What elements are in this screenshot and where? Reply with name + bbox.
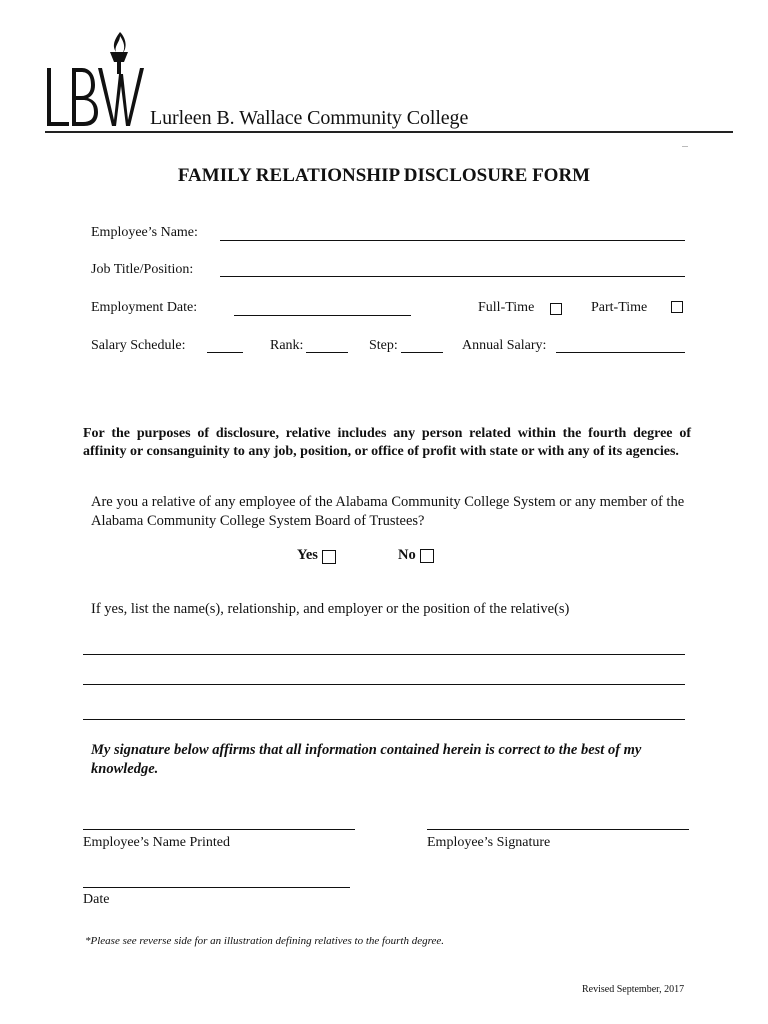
part-time-checkbox[interactable] — [671, 301, 683, 313]
employment-date-field[interactable] — [234, 315, 411, 316]
annual-salary-field[interactable] — [556, 352, 685, 353]
form-title: FAMILY RELATIONSHIP DISCLOSURE FORM — [177, 165, 591, 186]
full-time-checkbox[interactable] — [550, 303, 562, 315]
rank-field[interactable] — [306, 352, 348, 353]
annual-salary-label: Annual Salary: — [462, 338, 547, 353]
signature-affirmation: My signature below affirms that all information contained herein is correct to the best of my knowledge. — [91, 742, 642, 777]
no-checkbox[interactable] — [420, 549, 434, 563]
header-tick — [682, 146, 688, 147]
employment-date-label: Employment Date: — [91, 300, 198, 315]
college-name: Lurleen B. Wallace Community College — [150, 107, 469, 129]
if-yes-prompt: If yes, list the name(s), relationship, and employer or the position of the relative(s) — [91, 601, 570, 617]
no-label: No — [398, 547, 416, 563]
printed-name-label: Employee’s Name Printed — [83, 835, 230, 850]
signature-label: Employee’s Signature — [427, 835, 551, 850]
yes-label: Yes — [297, 547, 318, 563]
date-line[interactable] — [83, 887, 350, 888]
relative-line-3[interactable] — [83, 719, 685, 720]
relative-question: Are you a relative of any employee of the Alabama Community College System or any member of the Alabama Community College System Board of Trustees? — [91, 494, 685, 529]
employee-name-label: Employee’s Name: — [91, 225, 198, 240]
date-label: Date — [83, 892, 110, 907]
part-time-label: Part-Time — [591, 300, 648, 315]
full-time-label: Full-Time — [478, 300, 535, 315]
relative-line-2[interactable] — [83, 684, 685, 685]
job-title-label: Job Title/Position: — [91, 262, 194, 277]
relative-line-1[interactable] — [83, 654, 685, 655]
college-logo — [44, 28, 156, 132]
footnote: *Please see reverse side for an illustration defining relatives to the fourth degree. — [85, 935, 444, 947]
step-label: Step: — [369, 338, 398, 353]
rank-label: Rank: — [270, 338, 304, 353]
relative-definition: For the purposes of disclosure, relative includes any person related within the fourth degree of affinity or consanguinity to any job, position, or office of profit with state or with any of its agencies. — [83, 426, 691, 459]
revision-date: Revised September, 2017 — [582, 984, 685, 995]
signature-line[interactable] — [427, 829, 689, 830]
job-title-field[interactable] — [220, 276, 685, 277]
header-rule — [45, 131, 733, 133]
printed-name-line[interactable] — [83, 829, 355, 830]
employee-name-field[interactable] — [220, 240, 685, 241]
yes-checkbox[interactable] — [322, 550, 336, 564]
salary-schedule-label: Salary Schedule: — [91, 338, 186, 353]
step-field[interactable] — [401, 352, 443, 353]
salary-schedule-field[interactable] — [207, 352, 243, 353]
